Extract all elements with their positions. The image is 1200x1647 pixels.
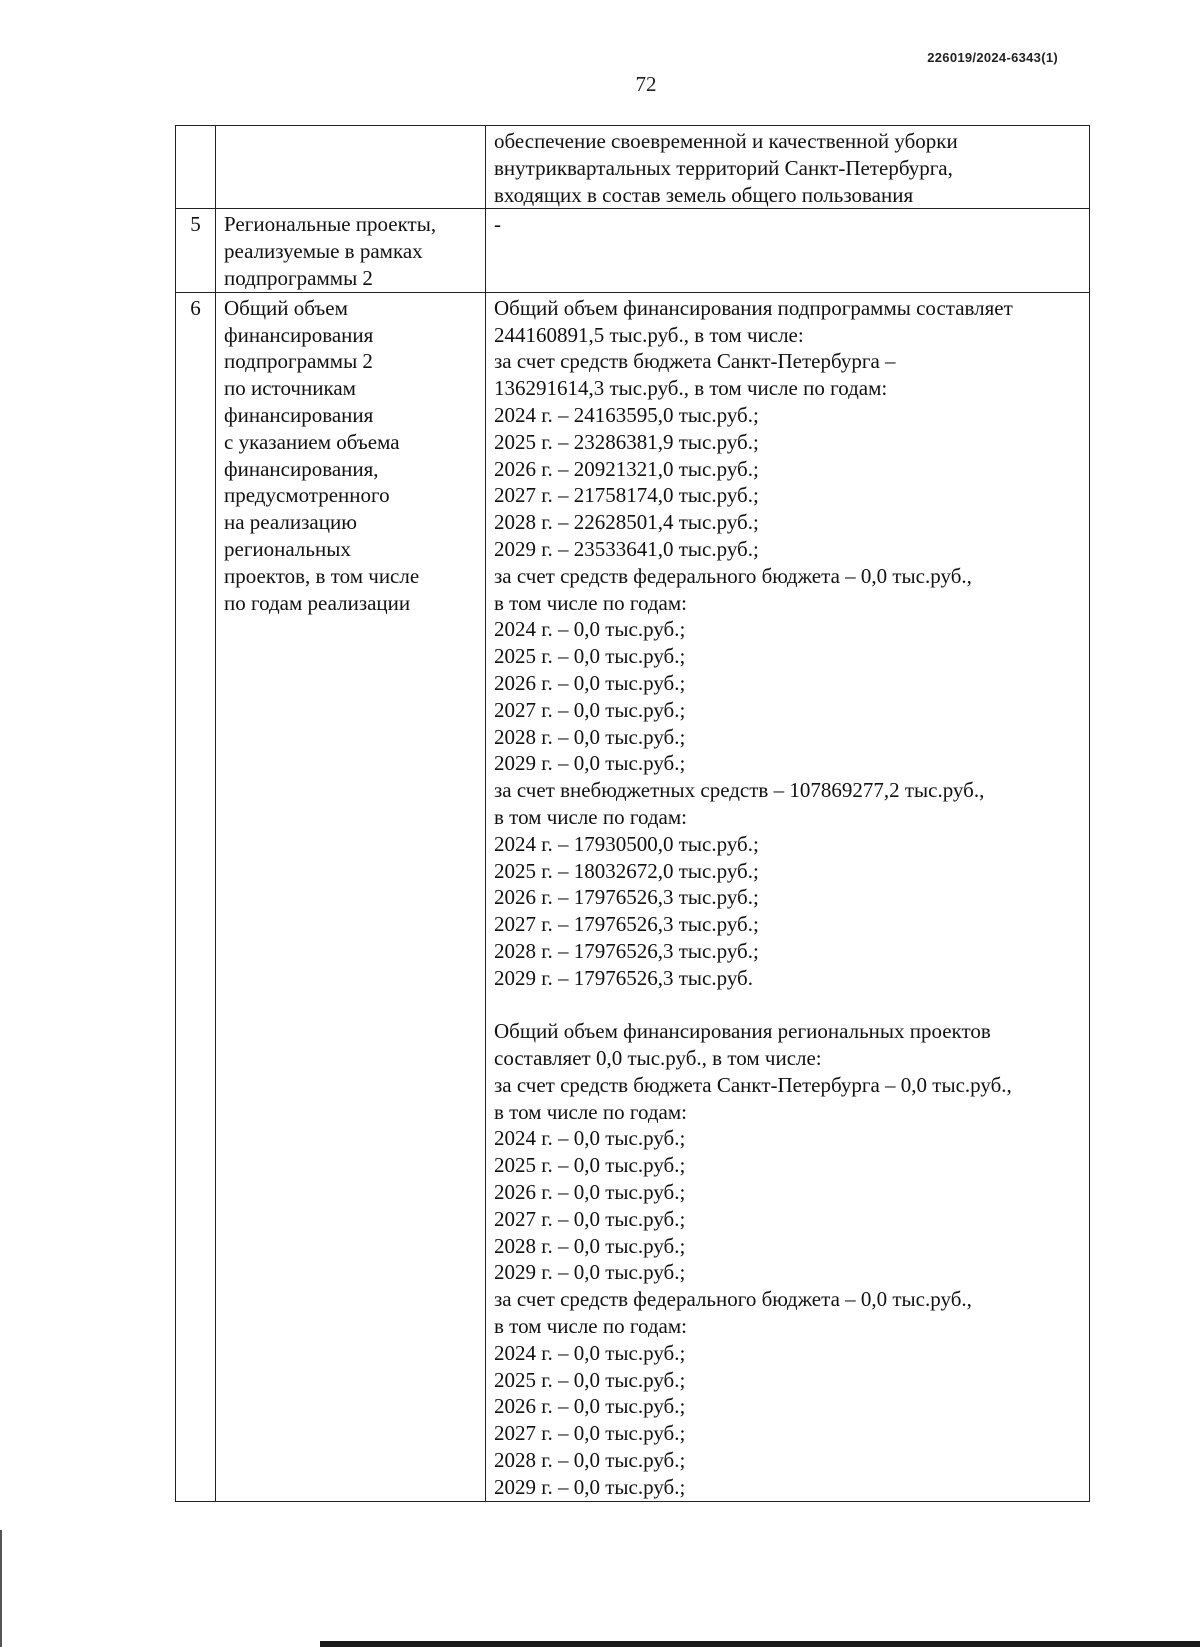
text-line: Общий объем [224, 295, 348, 320]
text-line: 2029 г. – 0,0 тыс.руб.; [494, 1260, 686, 1285]
text-line: обеспечение своевременной и качественной уборки [494, 129, 958, 153]
text-line: за счет средств федерального бюджета – 0,0 тыс.руб., [494, 563, 972, 588]
text-line: за счет средств бюджета Санкт-Петербурга – [494, 349, 896, 374]
text-line: с указанием объема [224, 429, 400, 454]
text-line: подпрограммы 2 [224, 349, 373, 374]
program-passport-table [175, 125, 1090, 1502]
page-number: 72 [635, 72, 657, 96]
text-line: 2029 г. – 0,0 тыс.руб.; [494, 751, 686, 776]
text-line: - [494, 212, 501, 237]
text-line: за счет внебюджетных средств – 107869277,2 тыс.руб., [494, 778, 985, 803]
text-line: подпрограммы 2 [224, 265, 373, 290]
row-value-cell [486, 209, 1090, 292]
text-line: Общий объем финансирования подпрограммы составляет [494, 295, 1013, 320]
text-line: 2028 г. – 0,0 тыс.руб.; [494, 724, 686, 749]
text-line: 2028 г. – 22628501,4 тыс.руб.; [494, 510, 759, 535]
text-line: 2027 г. – 0,0 тыс.руб.; [494, 1421, 686, 1446]
text-line: 2024 г. – 17930500,0 тыс.руб.; [494, 831, 759, 856]
text-line: предусмотренного [224, 483, 390, 508]
text-line: 2028 г. – 0,0 тыс.руб.; [494, 1448, 686, 1473]
row-name-cell [216, 126, 486, 209]
text-line: по источникам [224, 376, 356, 401]
text-line: Общий объем финансирования региональных проектов [494, 1019, 991, 1044]
text-line: по годам реализации [224, 590, 411, 615]
row-number [176, 126, 216, 209]
scan-edge-left [0, 1530, 2, 1647]
text-line: 244160891,5 тыс.руб., в том числе: [494, 322, 804, 347]
text-line: 136291614,3 тыс.руб., в том числе по годам: [494, 376, 888, 401]
text-line: входящих в состав земель общего пользования [494, 182, 914, 207]
text-line: 2025 г. – 0,0 тыс.руб.; [494, 1367, 686, 1392]
table-row-continuation [176, 126, 1090, 209]
row-number: 6 [176, 292, 216, 1501]
text-line: 2028 г. – 0,0 тыс.руб.; [494, 1233, 686, 1258]
table-row-regional-projects [176, 209, 1090, 292]
text-line: проектов, в том числе [224, 563, 420, 588]
row-name-cell [216, 292, 486, 1501]
text-line: 2027 г. – 17976526,3 тыс.руб.; [494, 912, 759, 937]
text-line: 2027 г. – 0,0 тыс.руб.; [494, 1206, 686, 1231]
blank-line [494, 992, 1081, 1019]
text-line: 2025 г. – 23286381,9 тыс.руб.; [494, 429, 759, 454]
text-line: 2025 г. – 0,0 тыс.руб.; [494, 1153, 686, 1178]
text-line: 2024 г. – 0,0 тыс.руб.; [494, 1340, 686, 1365]
text-line: за счет средств федерального бюджета – 0,0 тыс.руб., [494, 1287, 972, 1312]
text-line: 2026 г. – 0,0 тыс.руб.; [494, 1394, 686, 1419]
text-line: внутриквартальных территорий Санкт-Петербурга, [494, 155, 953, 180]
scan-edge-bottom [320, 1641, 1200, 1647]
row-name-cell [216, 209, 486, 292]
text-line: в том числе по годам: [494, 590, 687, 615]
text-line: реализуемые в рамках [224, 239, 423, 264]
row-value-cell [486, 292, 1090, 1501]
text-line: 2029 г. – 23533641,0 тыс.руб.; [494, 536, 759, 561]
document-id: 226019/2024-6343(1) [927, 50, 1058, 65]
row-value-cell [486, 126, 1090, 209]
text-line: 2026 г. – 0,0 тыс.руб.; [494, 670, 686, 695]
text-line: 2029 г. – 0,0 тыс.руб.; [494, 1474, 686, 1499]
text-line: 2024 г. – 0,0 тыс.руб.; [494, 1126, 686, 1151]
table-row-financing [176, 292, 1090, 1501]
text-line: составляет 0,0 тыс.руб., в том числе: [494, 1046, 822, 1071]
text-line: 2024 г. – 0,0 тыс.руб.; [494, 617, 686, 642]
text-line: в том числе по годам: [494, 804, 687, 829]
text-line: на реализацию [224, 510, 357, 535]
text-line: 2025 г. – 18032672,0 тыс.руб.; [494, 858, 759, 883]
row-number: 5 [176, 209, 216, 292]
text-line: финансирования, [224, 456, 379, 481]
text-line: 2024 г. – 24163595,0 тыс.руб.; [494, 402, 759, 427]
text-line: в том числе по годам: [494, 1099, 687, 1124]
text-line: 2026 г. – 20921321,0 тыс.руб.; [494, 456, 759, 481]
text-line: 2026 г. – 0,0 тыс.руб.; [494, 1180, 686, 1205]
text-line: 2027 г. – 21758174,0 тыс.руб.; [494, 483, 759, 508]
text-line: 2028 г. – 17976526,3 тыс.руб.; [494, 938, 759, 963]
text-line: 2026 г. – 17976526,3 тыс.руб.; [494, 885, 759, 910]
text-line: 2025 г. – 0,0 тыс.руб.; [494, 644, 686, 669]
text-line: 2027 г. – 0,0 тыс.руб.; [494, 697, 686, 722]
text-line: финансирования [224, 402, 374, 427]
text-line: финансирования [224, 322, 374, 347]
text-line: региональных [224, 536, 351, 561]
text-line: за счет средств бюджета Санкт-Петербурга – 0,0 тыс.руб., [494, 1072, 1012, 1097]
text-line: в том числе по годам: [494, 1314, 687, 1339]
text-line: 2029 г. – 17976526,3 тыс.руб. [494, 965, 753, 990]
text-line: Региональные проекты, [224, 212, 437, 237]
